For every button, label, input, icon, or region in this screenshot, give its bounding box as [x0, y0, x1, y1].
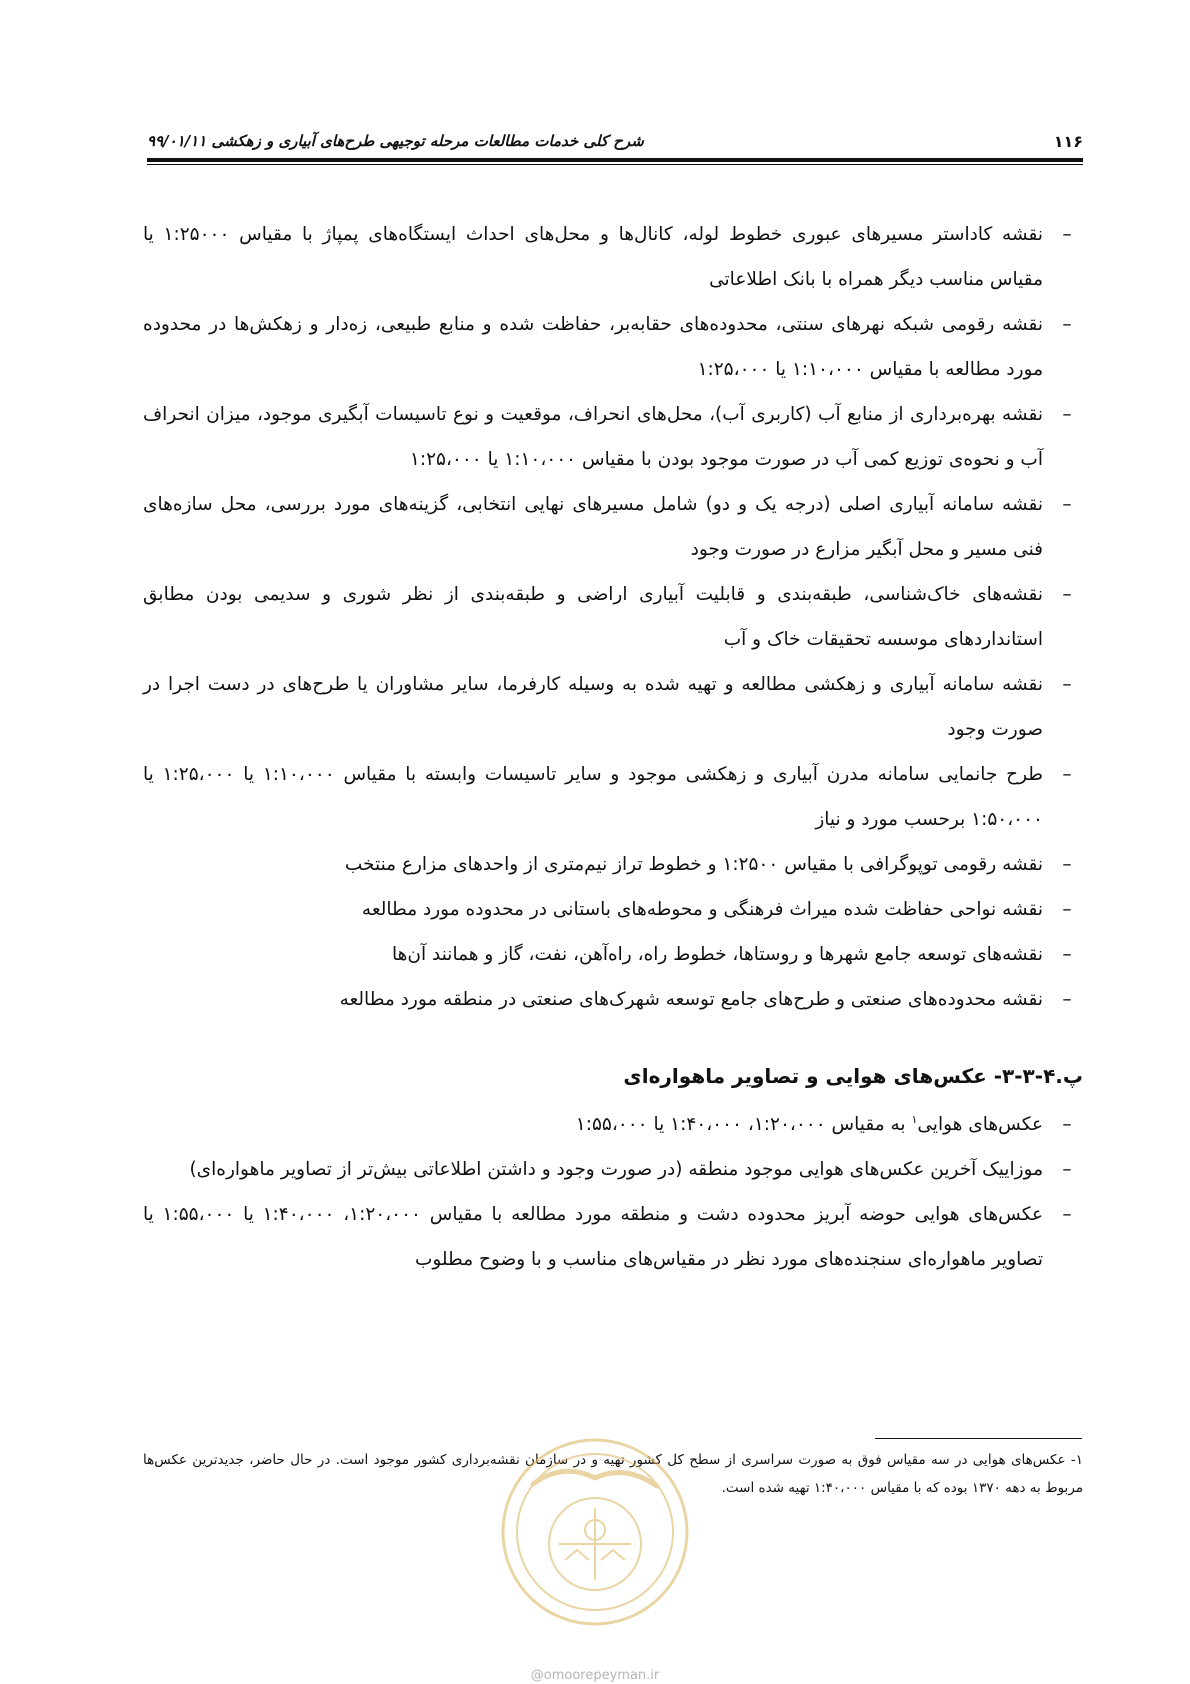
aerial-photo-list	[143, 1102, 1083, 1282]
item-text: نقشه کاداستر مسیرهای عبوری خطوط لوله، کانال‌ها و محل‌های احداث ایستگاه‌های پمپاژ با مقیاس ۱:۲۵۰۰۰ یا مقیاس مناسب دیگر همراه با بانک اطلاعاتی	[143, 224, 1043, 290]
dash-bullet: –	[1062, 1159, 1072, 1180]
footnote-ref: ۱	[911, 1112, 918, 1126]
dash-bullet: –	[1062, 1114, 1072, 1135]
header-rule-thick	[147, 158, 1083, 162]
footnote-rule	[875, 1438, 1082, 1439]
body-content	[143, 212, 1083, 1282]
watermark-site	[0, 1668, 1190, 1683]
footnote: ۱- عکس‌های هوایی در سه مقیاس فوق به صورت سراسری از سطح کل کشور تهیه و در سازمان نقشه‌برداری کشور موجود است. در حال حاضر، جدیدترین عکس‌ها مربوط به دهه ۱۳۷۰ بوده که با مقیاس ۱:۴۰،۰۰۰ تهیه شده است.	[143, 1452, 1083, 1496]
item-text: نقشه محدوده‌های صنعتی و طرح‌های جامع توسعه شهرک‌های صنعتی در منطقه مورد مطالعه	[339, 989, 1043, 1010]
list-item	[143, 752, 1083, 842]
item-text: عکس‌های هوایی حوضه آبریز محدوده دشت و منطقه مورد مطالعه با مقیاس ۱:۲۰،۰۰۰، ۱:۴۰،۰۰۰ یا ۱:۵۵،۰۰۰ یا تصاویر ماهواره‌ای سنجنده‌های مورد نظر در مقیاس‌های مناسب و با وضوح مطلوب	[143, 1204, 1043, 1270]
dash-bullet: –	[1062, 764, 1072, 785]
list-item	[143, 977, 1083, 1022]
list-item	[143, 212, 1083, 302]
header-rule-thin	[147, 164, 1083, 165]
item-text: نقشه‌های توسعه جامع شهرها و روستاها، خطوط راه، راه‌آهن، نفت، گاز و همانند آن‌ها	[392, 944, 1043, 965]
dash-bullet: –	[1062, 404, 1072, 425]
item-text: موزاییک آخرین عکس‌های هوایی موجود منطقه (در صورت وجود و داشتن اطلاعاتی بیش‌تر از تصاویر ماهواره‌ای)	[189, 1159, 1043, 1180]
running-title: شرح کلی خدمات مطالعات مرحله توجیهی طرح‌های آبیاری و زهکشی ۹۹/۰۱/۱۱	[147, 132, 644, 150]
list-item	[143, 662, 1083, 752]
dash-bullet: –	[1062, 989, 1072, 1010]
list-item	[143, 482, 1083, 572]
item-text: نقشه رقومی توپوگرافی با مقیاس ۱:۲۵۰۰ و خطوط تراز نیم‌متری از واحدهای مزارع منتخب	[344, 854, 1043, 875]
dash-bullet: –	[1062, 944, 1072, 965]
page-number: ۱۱۶	[1053, 132, 1083, 151]
item-text: نقشه بهره‌برداری از منابع آب (کاربری آب)، محل‌های انحراف، موقعیت و نوع تاسیسات آبگیری موجود، میزان انحراف آب و نحوه‌ی توزیع کمی آب در صورت موجود بودن با مقیاس ۱:۱۰،۰۰۰ یا ۱:۲۵،۰۰۰	[143, 404, 1043, 470]
list-item	[143, 1102, 1083, 1147]
map-list	[143, 212, 1083, 1022]
site-url: omoorepeyman.ir	[543, 1668, 660, 1683]
item-text: نقشه سامانه آبیاری و زهکشی مطالعه و تهیه شده به وسیله کارفرما، سایر مشاوران یا طرح‌های در دست اجرا در صورت وجود	[143, 674, 1043, 740]
list-item	[143, 842, 1083, 887]
list-item	[143, 887, 1083, 932]
dash-bullet: –	[1062, 584, 1072, 605]
item-text: نقشه‌های خاک‌شناسی، طبقه‌بندی و قابلیت آبیاری اراضی و طبقه‌بندی از نظر شوری و سدیمی بودن مطابق استانداردهای موسسه تحقیقات خاک و آب	[143, 584, 1043, 650]
page-header	[147, 128, 1083, 162]
list-item	[143, 1192, 1083, 1282]
dash-bullet: –	[1062, 494, 1072, 515]
section-heading: پ.۴-۳-۳- عکس‌های هوایی و تصاویر ماهواره‌ای	[623, 1064, 1083, 1088]
list-item	[143, 1147, 1083, 1192]
at-icon: @	[530, 1668, 544, 1683]
item-text-after: به مقیاس ۱:۲۰،۰۰۰، ۱:۴۰،۰۰۰ یا ۱:۵۵،۰۰۰	[575, 1114, 912, 1135]
item-text: نقشه سامانه آبیاری اصلی (درجه یک و دو) شامل مسیرهای نهایی انتخابی، گزینه‌های مورد بررسی، محل سازه‌های فنی مسیر و محل آبگیر مزارع در صورت وجود	[143, 494, 1043, 560]
list-item	[143, 572, 1083, 662]
item-text: طرح جانمایی سامانه مدرن آبیاری و زهکشی موجود و سایر تاسیسات وابسته با مقیاس ۱:۱۰،۰۰۰ یا ۱:۲۵،۰۰۰ یا ۱:۵۰،۰۰۰ برحسب مورد و نیاز	[143, 764, 1044, 830]
dash-bullet: –	[1062, 854, 1072, 875]
dash-bullet: –	[1062, 1204, 1072, 1225]
item-text: نقشه رقومی شبکه نهرهای سنتی، محدوده‌های حقابه‌بر، حفاظت شده و منابع طبیعی، زه‌دار و زهکش‌ها در محدوده مورد مطالعه با مقیاس ۱:۱۰،۰۰۰ یا ۱:۲۵،۰۰۰	[143, 314, 1043, 380]
watermark-seal-icon	[495, 1432, 695, 1632]
list-item	[143, 392, 1083, 482]
list-item	[143, 932, 1083, 977]
dash-bullet: –	[1062, 674, 1072, 695]
list-item	[143, 302, 1083, 392]
item-text-before: عکس‌های هوایی	[917, 1114, 1043, 1135]
item-text: نقشه نواحی حفاظت شده میراث فرهنگی و محوطه‌های باستانی در محدوده مورد مطالعه	[361, 899, 1043, 920]
dash-bullet: –	[1062, 899, 1072, 920]
dash-bullet: –	[1062, 224, 1072, 245]
dash-bullet: –	[1062, 314, 1072, 335]
